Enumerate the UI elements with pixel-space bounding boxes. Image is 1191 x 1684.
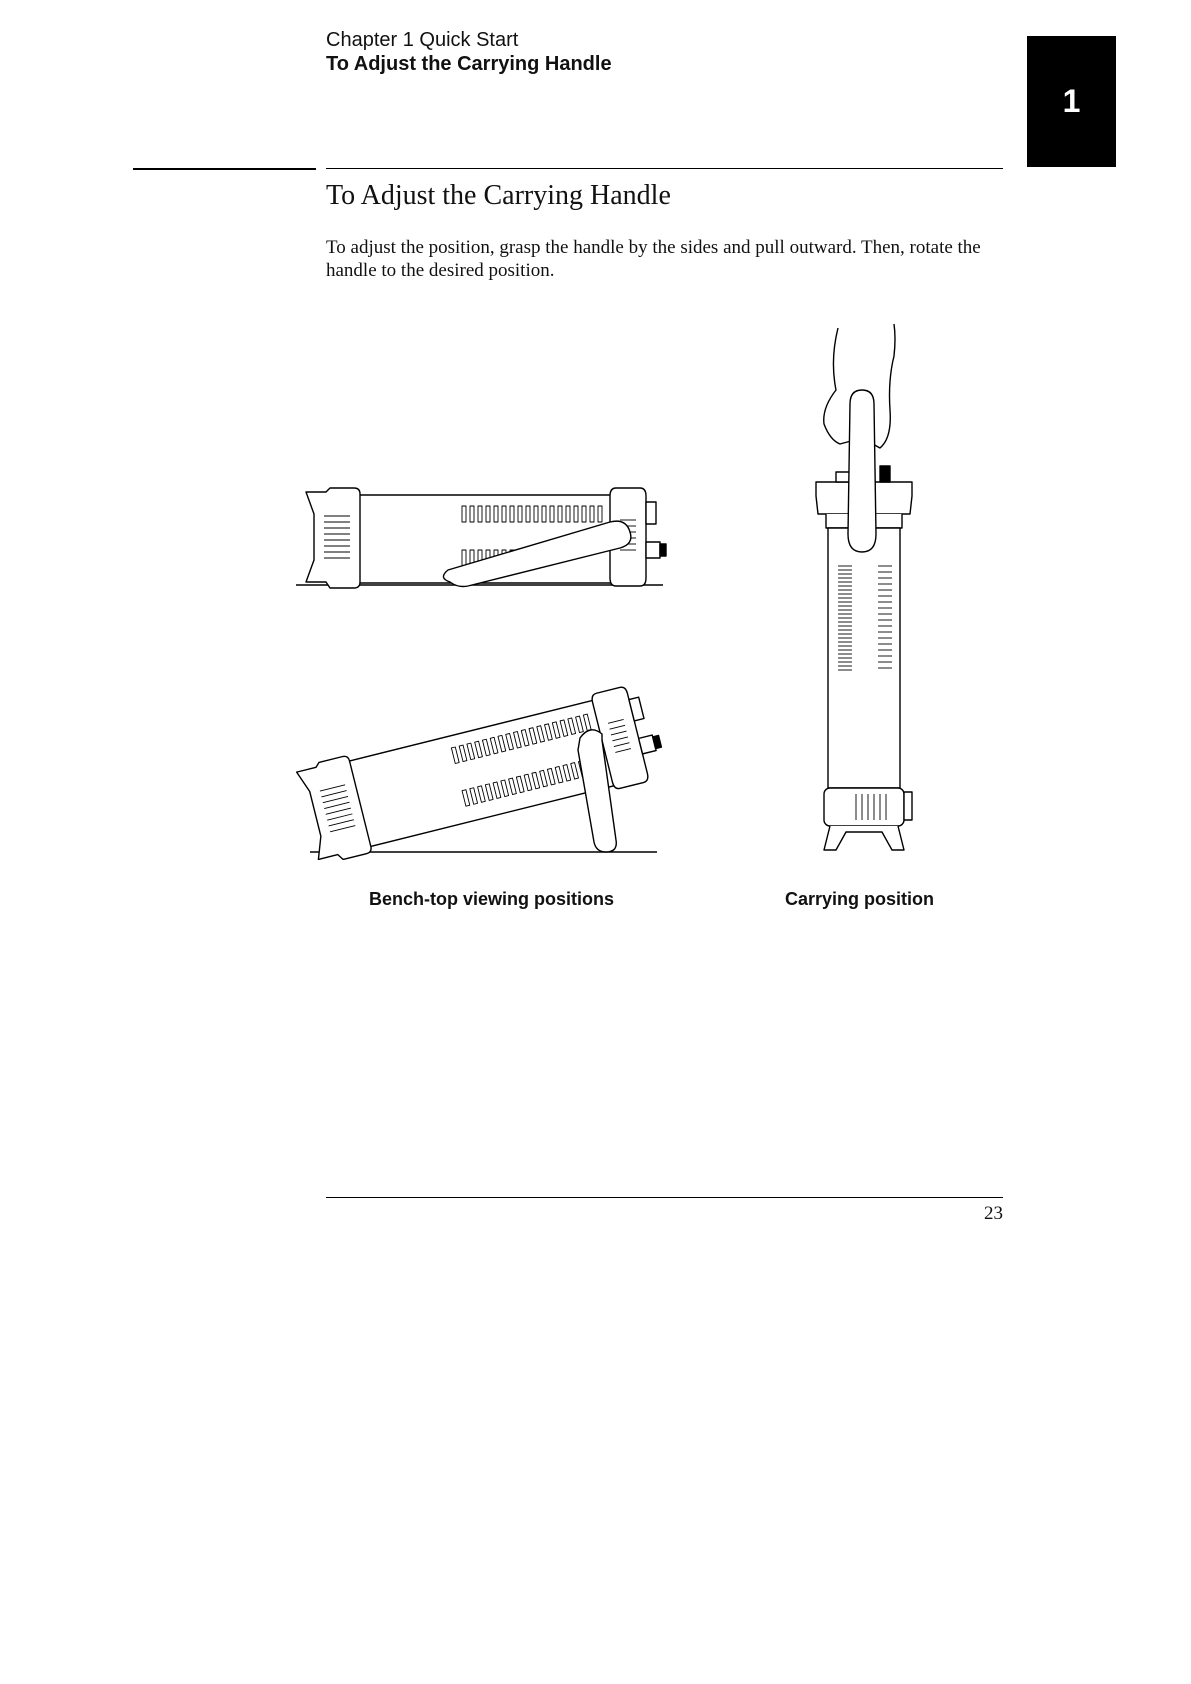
chapter-tab-number: 1 xyxy=(1062,83,1081,119)
running-header-section: To Adjust the Carrying Handle xyxy=(326,53,612,75)
section-title: To Adjust the Carrying Handle xyxy=(326,180,671,211)
caption-bench-top: Bench-top viewing positions xyxy=(369,889,615,909)
carrying-position-instrument xyxy=(816,324,912,850)
page-number: 23 xyxy=(984,1203,1003,1224)
section-rule xyxy=(326,168,1003,169)
running-header-chapter: Chapter 1 Quick Start xyxy=(326,29,519,51)
bench-top-instrument-tilted xyxy=(296,681,669,860)
left-margin-rule xyxy=(133,168,316,170)
chapter-tab xyxy=(1027,36,1116,167)
handle-positions-illustration xyxy=(290,320,950,860)
caption-carrying: Carrying position xyxy=(785,889,935,909)
instruction-paragraph: To adjust the position, grasp the handle by the sides and pull outward. Then, rotate the handle to the desired position. xyxy=(326,237,981,281)
footer-rule xyxy=(326,1197,1003,1198)
bench-top-instrument-flat xyxy=(296,488,666,588)
